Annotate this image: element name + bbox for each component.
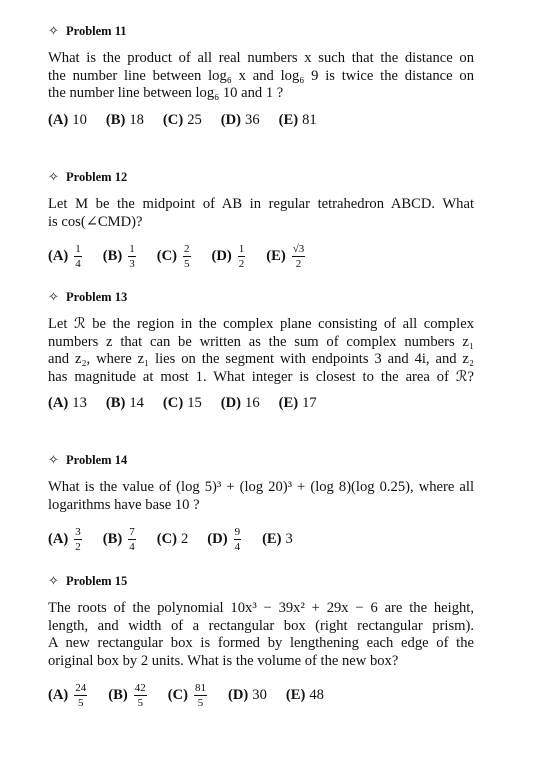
- text-line: What is the product of all real numbers x such that the distance on: [48, 50, 474, 66]
- text-line: logarithms have base 10 ?: [48, 496, 200, 513]
- choice-a: (A) $\frac{1}{4}$: [48, 242, 81, 270]
- choice-e: (E) 81: [278, 112, 317, 129]
- choice-b: (B) 14: [105, 394, 144, 411]
- fraction: $\frac{7}{4}$: [129, 525, 135, 553]
- choice-a: (A) $\frac{24}{5}$: [48, 681, 87, 709]
- answer-choices: [48, 239, 474, 273]
- answer-choices: [48, 392, 474, 414]
- star-icon: ✧: [48, 169, 59, 184]
- choice-c: (C) 25: [162, 112, 202, 129]
- choice-e: (E) 17: [278, 394, 317, 411]
- star-icon: ✧: [48, 23, 59, 38]
- choice-c: (C) $\frac{2}{5}$: [156, 242, 190, 270]
- problem-text: [48, 479, 474, 514]
- problem-15: [48, 572, 474, 712]
- text-line: What is the value of (log 5)³ + (log 20)³ + (log 8)(log 0.25), where all: [48, 479, 474, 495]
- fraction: $\frac{24}{5}$: [75, 681, 87, 709]
- choice-d: (D) 36: [220, 112, 260, 129]
- choice-d: (D) $\frac{1}{2}$: [211, 242, 245, 270]
- choice-c: (C) 2: [156, 530, 189, 547]
- problem-heading: ✧ Problem 13: [48, 289, 128, 304]
- choice-e: (E) 48: [285, 686, 324, 703]
- fraction: $\frac{2}{5}$: [184, 242, 190, 270]
- answer-choices: [48, 109, 474, 133]
- fraction: $\frac{42}{5}$: [134, 681, 146, 709]
- choice-b: (B) $\frac{42}{5}$: [108, 681, 146, 709]
- text-line: numbers z that can be written as the sum of complex numbers z₁: [48, 333, 474, 350]
- text-line: Let ℛ be the region in the complex plane consisting of all complex: [48, 316, 474, 332]
- choice-c: (C) $\frac{81}{5}$: [167, 681, 206, 709]
- answer-choices: [48, 678, 474, 712]
- problem-13: [48, 288, 474, 414]
- star-icon: ✧: [48, 573, 59, 588]
- fraction: $\frac{81}{5}$: [195, 681, 206, 709]
- choice-b: (B) $\frac{1}{3}$: [102, 242, 135, 270]
- problem-12: [48, 168, 474, 273]
- text-line: has magnitude at most 1. What integer is closest to the area of ℛ?: [48, 368, 474, 385]
- text-line: The roots of the polynomial 10x³ − 39x² + 29x − 6 are the height,: [48, 600, 474, 616]
- choice-e: (E) $\frac{√3}{2}$: [266, 242, 305, 270]
- star-icon: ✧: [48, 289, 59, 304]
- answer-choices: [48, 522, 474, 556]
- fraction: $\frac{1}{2}$: [238, 242, 245, 270]
- choice-c: (C) 15: [162, 394, 202, 411]
- text-line: and z₂, where z₁ lies on the segment with endpoints 3 and 4i, and z₂: [48, 351, 474, 368]
- problem-heading: ✧ Problem 11: [48, 23, 127, 38]
- text-line: the number line between log₆ 10 and 1 ?: [48, 85, 284, 102]
- problem-text: [48, 600, 474, 670]
- fraction: $\frac{3}{2}$: [75, 525, 81, 553]
- choice-d: (D) 16: [220, 394, 260, 411]
- choice-d: (D) 30: [228, 686, 267, 703]
- text-line: original box by 2 units. What is the volume of the new box?: [48, 652, 399, 669]
- problem-11: [48, 22, 474, 133]
- choice-b: (B) $\frac{7}{4}$: [102, 525, 135, 553]
- problem-heading: ✧ Problem 12: [48, 169, 128, 184]
- problem-14: [48, 451, 474, 556]
- fraction: $\frac{9}{4}$: [234, 525, 241, 553]
- choice-b: (B) 18: [105, 112, 144, 129]
- choice-a: (A) $\frac{3}{2}$: [48, 525, 81, 553]
- choice-a: (A) 13: [48, 394, 87, 411]
- problem-heading: ✧ Problem 14: [48, 452, 128, 467]
- problem-text: [48, 316, 474, 386]
- text-line: length, and width of a rectangular box (right rectangular prism).: [48, 617, 474, 634]
- choice-a: (A) 10: [48, 112, 87, 129]
- choice-d: (D) $\frac{9}{4}$: [207, 525, 241, 553]
- problem-text: [48, 50, 474, 103]
- star-icon: ✧: [48, 452, 59, 467]
- text-line: is cos(∠CMD)?: [48, 213, 143, 230]
- text-line: the number line between log₆ x and log₆ 9 is twice the distance on: [48, 67, 474, 84]
- choice-e: (E) 3: [262, 530, 293, 547]
- fraction: $\frac{√3}{2}$: [292, 242, 305, 270]
- problem-heading: ✧ Problem 15: [48, 573, 128, 588]
- fraction: $\frac{1}{4}$: [75, 242, 81, 270]
- text-line: Let M be the midpoint of AB in regular tetrahedron ABCD. What: [48, 196, 474, 212]
- problem-text: [48, 196, 474, 231]
- fraction: $\frac{1}{3}$: [129, 242, 135, 270]
- text-line: A new rectangular box is formed by lengthening each edge of the: [48, 635, 474, 652]
